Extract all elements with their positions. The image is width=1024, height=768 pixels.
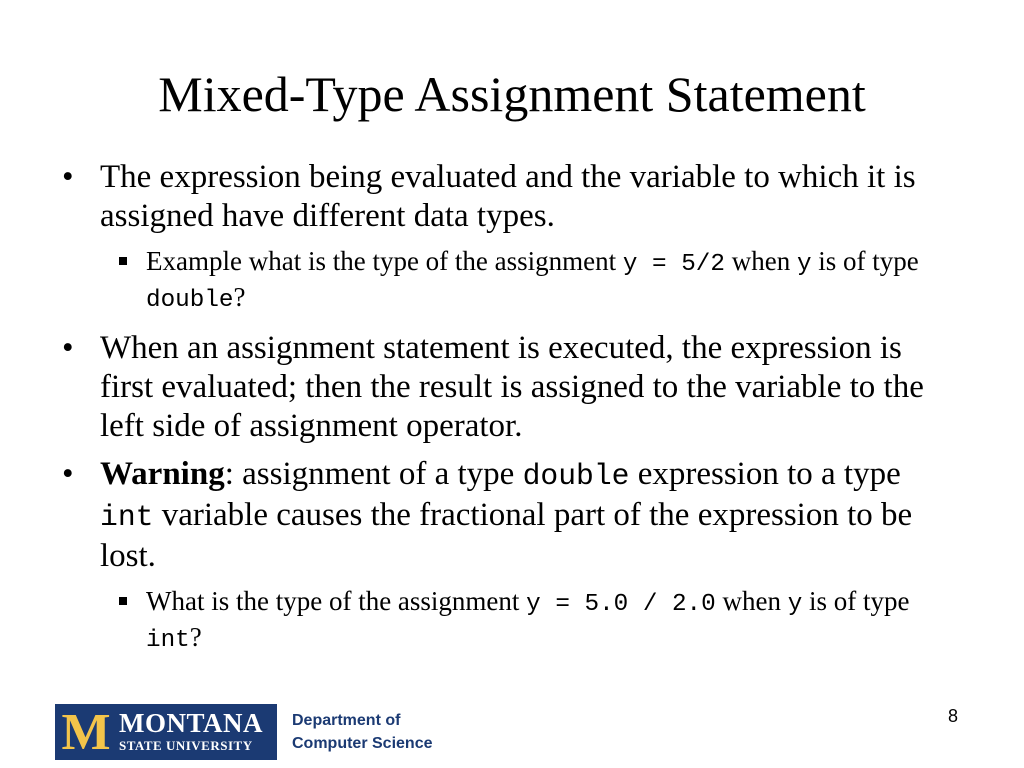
square-bullet-icon xyxy=(119,257,127,265)
code-type: int xyxy=(146,627,190,654)
department-line-1: Department of xyxy=(292,712,401,729)
bullet-1 xyxy=(62,158,962,236)
logo-text-university: STATE UNIVERSITY xyxy=(119,738,253,753)
warning-label: Warning xyxy=(100,456,225,492)
bullet-2 xyxy=(62,329,962,446)
sub-bullet-2-text-b: when xyxy=(715,586,788,616)
code-expression: y = 5/2 xyxy=(622,251,725,278)
slide-title: Mixed-Type Assignment Statement xyxy=(158,66,866,122)
bullet-dot: • xyxy=(62,330,74,366)
page-number: 8 xyxy=(948,706,959,726)
bullet-dot: • xyxy=(62,159,74,195)
bullet-3-text-c: variable causes the fractional part of the expression to be lost. xyxy=(100,497,913,574)
bullet-3-text-b: expression to a type xyxy=(629,456,901,492)
sub-bullet-1-text-c: is of type xyxy=(811,246,919,276)
logo-text-montana: MONTANA xyxy=(119,708,263,738)
square-bullet-icon xyxy=(119,597,127,605)
bullet-3 xyxy=(62,455,962,576)
code-type: double xyxy=(522,459,630,493)
montana-state-logo xyxy=(55,704,277,760)
sub-bullet-2-text-c: is of type xyxy=(802,586,910,616)
sub-bullet-2 xyxy=(62,585,962,657)
sub-bullet-2-text-a: What is the type of the assignment xyxy=(146,586,527,616)
bullet-dot: • xyxy=(62,456,74,492)
code-variable: y xyxy=(796,251,812,278)
logo-mark: M xyxy=(61,704,111,761)
slide-body xyxy=(62,158,962,669)
code-variable: y xyxy=(787,591,803,618)
bullet-3-text-a: : assignment of a type xyxy=(224,456,523,492)
sub-bullet-1-text-d: ? xyxy=(233,282,246,312)
sub-bullet-1-text-b: when xyxy=(724,246,797,276)
code-expression: y = 5.0 / 2.0 xyxy=(526,591,716,618)
code-type: double xyxy=(146,287,234,314)
bullet-1-text: The expression being evaluated and the variable to which it is assigned have different data types. xyxy=(100,159,916,234)
sub-bullet-1-text-a: Example what is the type of the assignment xyxy=(146,246,623,276)
sub-bullet-1 xyxy=(62,245,962,317)
department-line-2: Computer Science xyxy=(292,735,433,752)
bullet-2-text: When an assignment statement is executed, the expression is first evaluated; then the result is assigned to the variable to the left side of assignment operator. xyxy=(100,330,924,444)
code-type: int xyxy=(100,500,154,534)
sub-bullet-2-text-d: ? xyxy=(189,622,202,652)
department-label xyxy=(292,709,432,755)
